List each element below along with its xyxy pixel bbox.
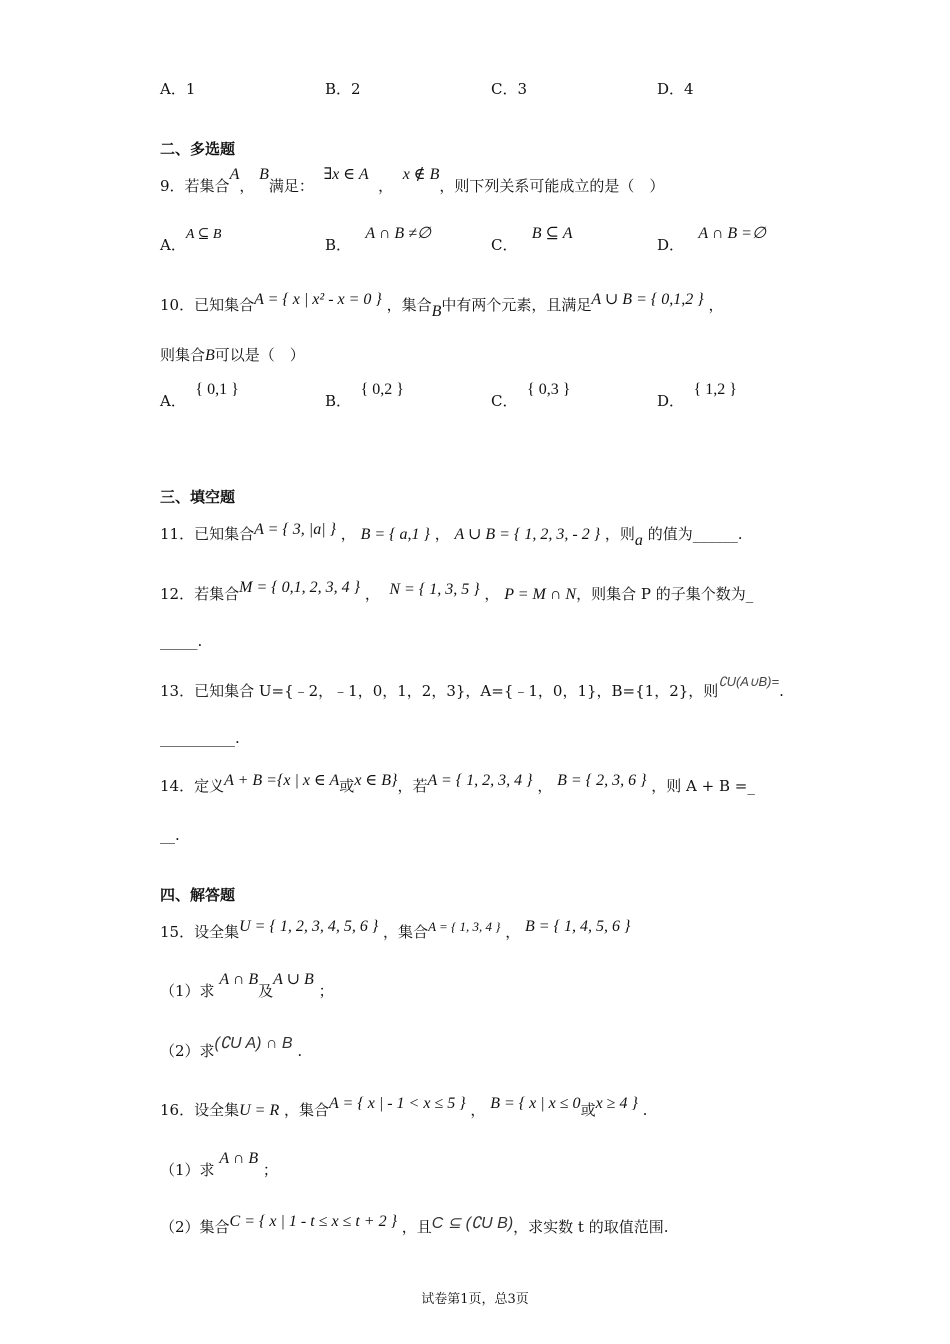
q9-option-d: D． A ∩ B =∅ bbox=[657, 225, 766, 254]
q9-option-c: C． B ⊆ A bbox=[491, 225, 573, 254]
section-heading-answer: 四、解答题 bbox=[160, 886, 236, 904]
q9-option-a: A．A ⊆ B bbox=[160, 227, 222, 254]
question-14: 14．定义A + B ={x | x ∈ A或x ∈ B}，若A = { 1, 2, 3, 4 } ， B = { 2, 3, 6 } ，则 A + B =_ bbox=[160, 772, 755, 795]
question-15-part-1: （1）求 A ∩ B及A ∪ B ； bbox=[160, 971, 334, 1000]
q10-text-mid1: ，集合 bbox=[386, 296, 432, 314]
q9-text-pre: 若集合 bbox=[184, 177, 230, 195]
q10-tail: ， bbox=[708, 296, 724, 314]
question-13-blank: __________. bbox=[160, 729, 240, 747]
q10-set-a: A = { x | x² - x = 0 } bbox=[254, 291, 382, 308]
q9-option-b-expr: A ∩ B ≠∅ bbox=[365, 225, 431, 242]
q10-line2-var: B bbox=[205, 347, 215, 364]
q8-option-d: D．4 bbox=[657, 80, 694, 98]
question-12: 12．若集合M = { 0,1, 2, 3, 4 } ， N = { 1, 3, 5 } ， P = M ∩ N，则集合 P 的子集个数为_ bbox=[160, 579, 754, 603]
section-heading-multiple-choice: 二、多选题 bbox=[160, 140, 236, 158]
q9-comma-2: ， bbox=[378, 177, 394, 195]
q8-option-c: C．3 bbox=[491, 80, 528, 98]
q8-option-a: A．1 bbox=[160, 80, 196, 98]
q8-option-b: B．2 bbox=[325, 80, 361, 98]
q10-union: A ∪ B = { 0,1,2 } bbox=[591, 291, 704, 308]
q10-number: 10． bbox=[160, 296, 195, 314]
question-10-line2 bbox=[160, 344, 305, 365]
q10-line2-post: 可以是（ ） bbox=[214, 346, 305, 364]
q10-option-d: D． { 1,2 } bbox=[657, 381, 737, 410]
q9-text-post: ，则下列关系可能成立的是（ ） bbox=[439, 177, 665, 195]
question-16: 16．设全集U = R ，集合A = { x | - 1 < x ≤ 5 } ， B = { x | x ≤ 0或x ≥ 4 } . bbox=[160, 1095, 648, 1119]
q9-set-a: A bbox=[229, 166, 240, 183]
question-12-blank: _____. bbox=[160, 632, 203, 650]
q10-text-pre: 已知集合 bbox=[194, 296, 255, 314]
q10-text-mid2: 中有两个元素，且满足 bbox=[441, 296, 592, 314]
q10-option-a: A． { 0,1 } bbox=[160, 381, 239, 410]
q9-option-b: B． A ∩ B ≠∅ bbox=[325, 225, 431, 254]
section-heading-fill-in: 三、填空题 bbox=[160, 488, 236, 506]
question-15: 15．设全集U = { 1, 2, 3, 4, 5, 6 } ，集合A = { 1, 3, 4 } ， B = { 1, 4, 5, 6 } bbox=[160, 918, 631, 941]
q9-option-c-expr: B ⊆ A bbox=[531, 225, 573, 242]
question-11: 11．已知集合A = { 3, |a| } ， B = { a,1 } ， A ∪ B = { 1, 2, 3, - 2 } ，则a 的值为______. bbox=[160, 521, 743, 549]
page-footer: 试卷第1页，总3页 bbox=[421, 1292, 529, 1307]
q9-comma: ， bbox=[239, 177, 255, 195]
question-14-blank: __. bbox=[160, 826, 180, 844]
q10-line2-pre: 则集合 bbox=[160, 346, 206, 364]
q9-condition-2: x ∉ B bbox=[402, 166, 440, 183]
q9-number: 9． bbox=[160, 177, 185, 195]
q9-option-a-expr: A ⊆ B bbox=[185, 227, 222, 242]
question-9 bbox=[160, 166, 665, 196]
question-16-part-2: （2）集合C = { x | 1 - t ≤ x ≤ t + 2 } ，且C ⊆ (∁U B)，求实数 t 的取值范围. bbox=[160, 1213, 669, 1236]
q9-text-mid: 满足： bbox=[268, 177, 314, 195]
question-13: 13．已知集合 U={﹣2，﹣1，0，1，2，3}，A={﹣1，0，1}，B={1，2}，则∁U(A∪B)=. bbox=[160, 674, 784, 700]
question-16-part-1: （1）求 A ∩ B ； bbox=[160, 1150, 278, 1179]
q9-set-b: B bbox=[259, 166, 269, 183]
q9-condition-1: ∃x ∈ A bbox=[323, 166, 369, 183]
q10-option-c: C． { 0,3 } bbox=[491, 381, 571, 410]
q10-option-b: B． { 0,2 } bbox=[325, 381, 404, 410]
q13-complement-expr: ∁U(A∪B)= bbox=[718, 674, 780, 689]
q9-option-d-expr: A ∩ B =∅ bbox=[698, 225, 766, 242]
question-15-part-2: （2）求(∁U A) ∩ B . bbox=[160, 1035, 303, 1060]
q10-set-b: B bbox=[431, 303, 442, 320]
question-10 bbox=[160, 291, 724, 320]
